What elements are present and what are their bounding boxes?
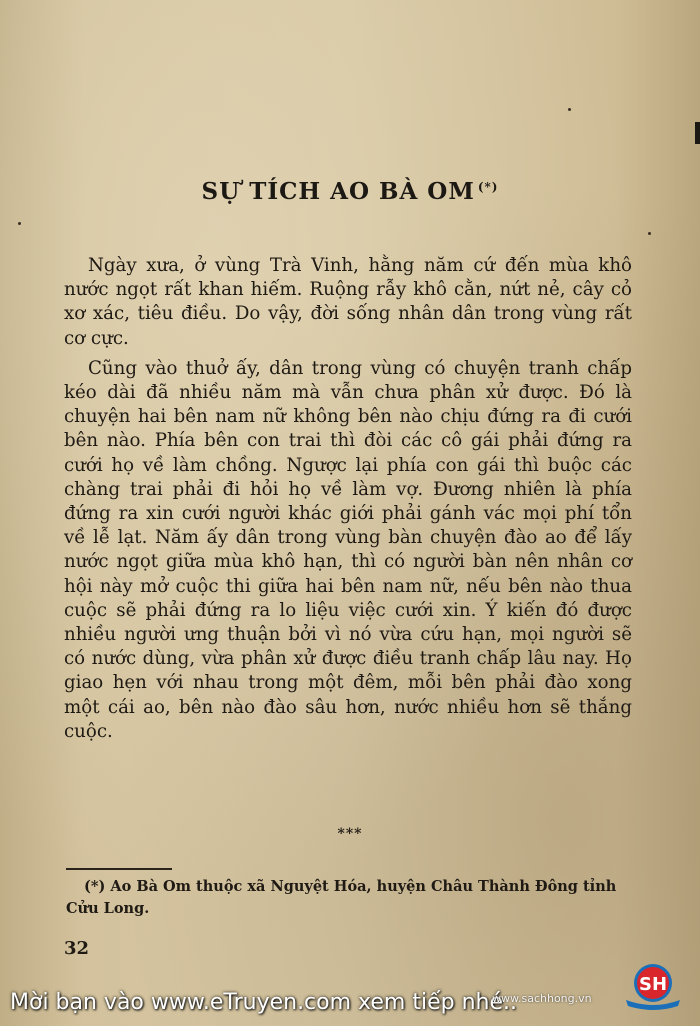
story-title (0, 178, 700, 205)
paper-speck (648, 232, 651, 235)
sh-logo-icon (622, 962, 684, 1010)
title-footnote-mark: (*) (477, 180, 499, 194)
page-edge-mark (695, 122, 700, 144)
page-number: 32 (64, 938, 90, 959)
paper-speck (18, 222, 21, 225)
footnote-rule (66, 868, 172, 870)
paragraph-2: Cũng vào thuở ấy, dân trong vùng có chuyện tranh chấp kéo dài đã nhiều năm mà vẫn chưa phân xử được. Đó là chuyện hai bên nam nữ không bên nào chịu đứng ra đi cưới bên nào. Phía bên con trai thì đòi các cô gái phải đứng ra cưới họ về làm chồng. Ngược lại phía con gái thì buộc các chàng trai phải đi hỏi họ về làm vợ. Đương nhiên là phía đứng ra xin cưới người khác giới phải gánh vác mọi phí tổn về lễ lạt. Năm ấy dân trong vùng bàn chuyện đào ao để lấy nước ngọt giữa mùa khô hạn, thì có người bàn nên nhân cơ hội này mở cuộc thi giữa hai bên nam nữ, nếu bên nào thua cuộc sẽ phải đứng ra lo liệu việc cưới xin. Ý kiến đó được nhiều người ưng thuận bởi vì nó vừa cứu hạn, mọi người sẽ có nước dùng, vừa phân xử được điều tranh chấp lâu nay. Họ giao hẹn với nhau trong một đêm, mỗi bên phải đào xong một cái ao, bên nào đào sâu hơn, nước nhiều hơn sẽ thắng cuộc. (64, 357, 632, 742)
paper-speck (568, 108, 571, 111)
site-watermark: www.sachhong.vn (492, 992, 592, 1005)
story-title-text: SỰ TÍCH AO BÀ OM (201, 178, 475, 205)
promo-link-text[interactable]: Mời bạn vào www.eTruyen.com xem tiếp nhé.. (10, 990, 517, 1015)
paragraph-1: Ngày xưa, ở vùng Trà Vinh, hằng năm cứ đến mùa khô nước ngọt rất khan hiếm. Ruộng rẫy khô cằn, nứt nẻ, cây cỏ xơ xác, tiêu điều. Do vậy, đời sống nhân dân trong vùng rất cơ cực. (64, 255, 632, 349)
logo-text: SH (638, 974, 668, 995)
story-body (64, 254, 632, 750)
section-separator: *** (337, 826, 363, 842)
footnote: (*) Ao Bà Om thuộc xã Nguyệt Hóa, huyện Châu Thành Đông tỉnh Cửu Long. (66, 878, 617, 917)
